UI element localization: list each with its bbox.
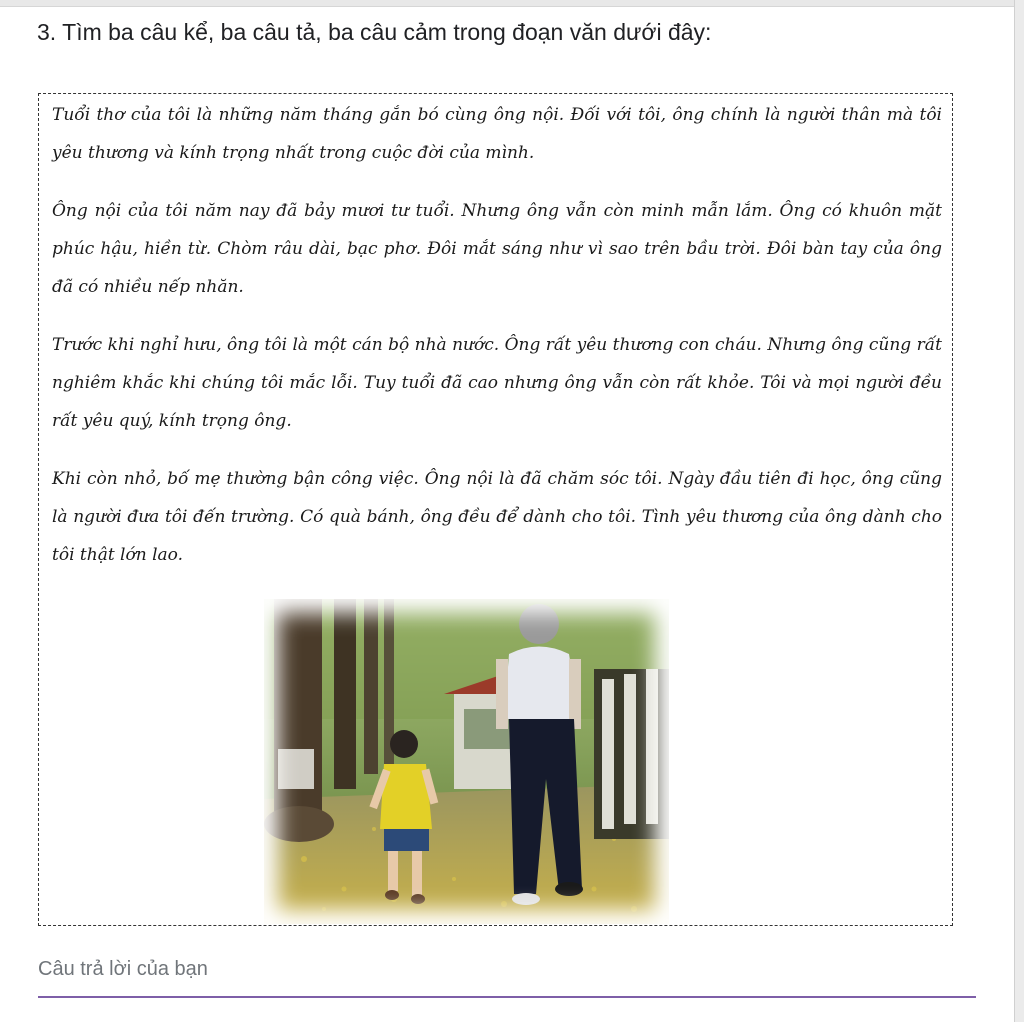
passage-paragraph-1: Tuổi thơ của tôi là những năm tháng gắn bó cùng ông nội. Đối với tôi, ông chính là người thân mà tôi yêu thương và kính trọng nhất trong cuộc đời của mình. [52,105,942,163]
passage-text [52,96,942,594]
photo-illustration [264,599,669,924]
question-title: 3. Tìm ba câu kể, ba câu tả, ba câu cảm trong đoạn văn dưới đây: [37,19,712,45]
answer-input[interactable]: Câu trả lời của bạn [38,958,208,980]
passage-paragraph-2: Ông nội của tôi năm nay đã bảy mươi tư tuổi. Nhưng ông vẫn còn minh mẫn lắm. Ông có khuôn mặt phúc hậu, hiền từ. Chòm râu dài, bạc phơ. Đôi mắt sáng như vì sao trên bầu trời. Đôi bàn tay của ông đã có nhiều nếp nhăn. [52,201,942,297]
top-border [0,0,1024,7]
answer-underline [38,996,976,998]
scrollbar[interactable] [1014,0,1024,1022]
passage-paragraph-3: Trước khi nghỉ hưu, ông tôi là một cán bộ nhà nước. Ông rất yêu thương con cháu. Nhưng ông cũng rất nghiêm khắc khi chúng tôi mắc lỗi. Tuy tuổi đã cao nhưng ông vẫn còn rất khỏe. Tôi và mọi người đều rất yêu quý, kính trọng ông. [52,335,942,431]
grandfather-child-photo [264,599,669,924]
passage-paragraph-4: Khi còn nhỏ, bố mẹ thường bận công việc. Ông nội là đã chăm sóc tôi. Ngày đầu tiên đi học, ông cũng là người đưa tôi đến trường. Có quà bánh, ông đều để dành cho tôi. Tình yêu thương của ông dành cho tôi thật lớn lao. [52,469,942,565]
passage-box [38,93,953,926]
